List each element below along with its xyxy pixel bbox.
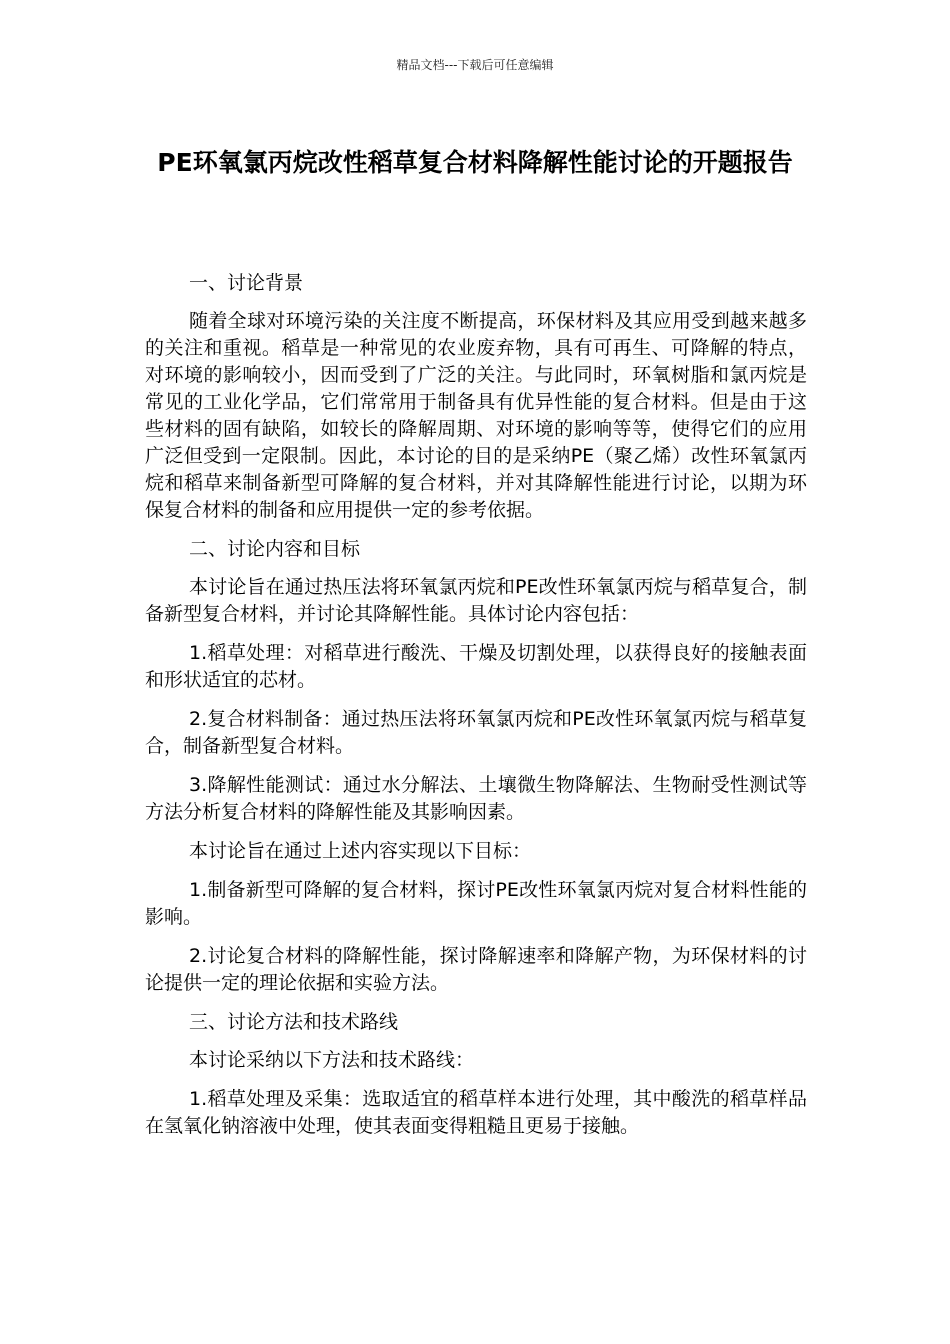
list-item-method-1: 1.稻草处理及采集：选取适宜的稻草样本进行处理，其中酸洗的稻草样品在氢氧化钠溶液中处理，使其表面变得粗糙且更易于接触。 (145, 1088, 807, 1137)
list-item-goal-2: 2.讨论复合材料的降解性能，探讨降解速率和降解产物，为环保材料的讨论提供一定的理论依据和实验方法。 (145, 945, 807, 994)
section-heading-background: 一、讨论背景 (189, 272, 304, 294)
document-body (145, 270, 807, 1152)
list-item-straw-treatment: 1.稻草处理：对稻草进行酸洗、干燥及切割处理，以获得良好的接触表面和形状适宜的芯材。 (145, 642, 807, 691)
paragraph-methods-intro: 本讨论采纳以下方法和技术路线： (189, 1049, 475, 1071)
list-item-degradation-testing: 3.降解性能测试：通过水分解法、土壤微生物降解法、生物耐受性测试等方法分析复合材料的降解性能及其影响因素。 (145, 774, 807, 823)
section-heading-methods: 三、讨论方法和技术路线 (189, 1011, 399, 1033)
paragraph-background: 随着全球对环境污染的关注度不断提高，环保材料及其应用受到越来越多的关注和重视。稻草是一种常见的农业废弃物，具有可再生、可降解的特点，对环境的影响较小，因而受到了广泛的关注。与此同时，环氧树脂和氯丙烷是常见的工业化学品，它们常常用于制备具有优异性能的复合材料。但是由于这些材料的固有缺陷，如较长的降解周期、对环境的影响等等，使得它们的应用广泛但受到一定限制。因此，本讨论的目的是采纳PE（聚乙烯）改性环氧氯丙烷和稻草来制备新型可降解的复合材料，并对其降解性能进行讨论，以期为环保复合材料的制备和应用提供一定的参考依据。 (145, 310, 807, 521)
header-note: 精品文档---下载后可任意编辑 (396, 58, 554, 72)
paragraph-goals-intro: 本讨论旨在通过上述内容实现以下目标： (189, 840, 532, 862)
list-item-composite-preparation: 2.复合材料制备：通过热压法将环氧氯丙烷和PE改性环氧氯丙烷与稻草复合，制备新型复合材料。 (145, 708, 807, 757)
section-heading-content-goals: 二、讨论内容和目标 (189, 538, 361, 560)
paragraph-content-intro: 本讨论旨在通过热压法将环氧氯丙烷和PE改性环氧氯丙烷与稻草复合，制备新型复合材料，并讨论其降解性能。具体讨论内容包括： (145, 576, 807, 625)
list-item-goal-1: 1.制备新型可降解的复合材料，探讨PE改性环氧氯丙烷对复合材料性能的影响。 (145, 879, 807, 928)
document-title: PE环氧氯丙烷改性稻草复合材料降解性能讨论的开题报告 (157, 148, 793, 177)
